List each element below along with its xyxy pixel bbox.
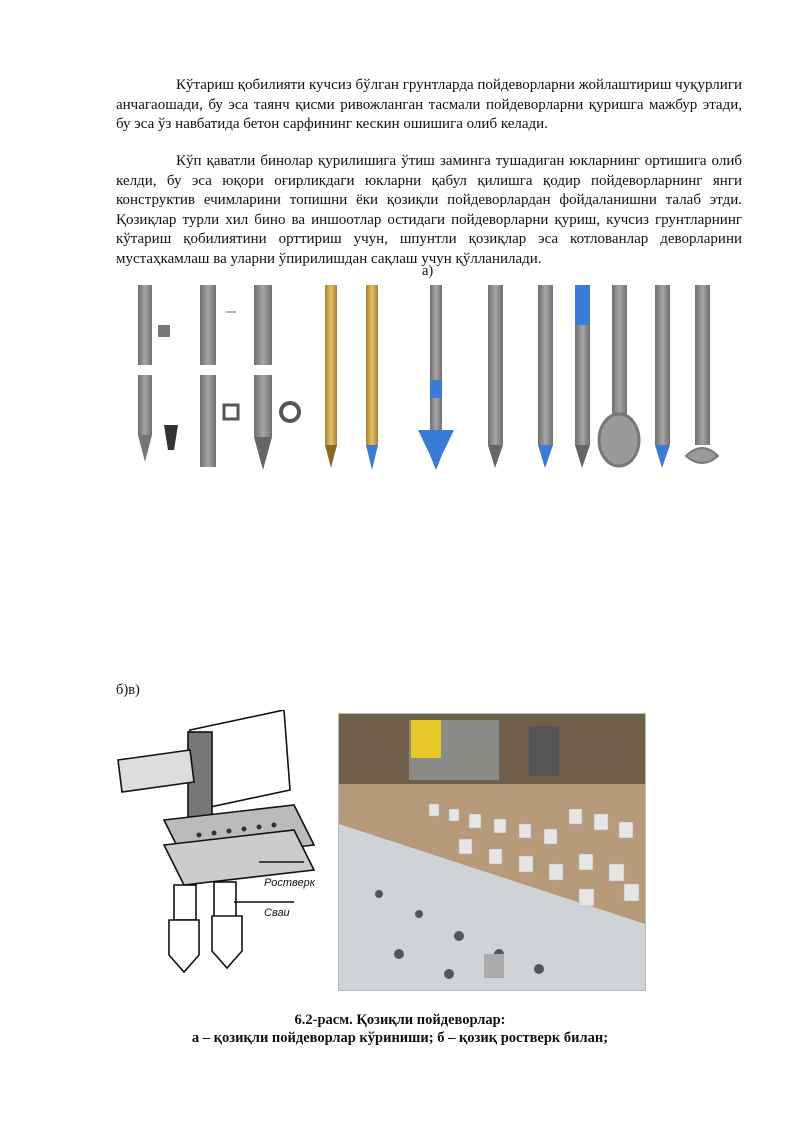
pile-large-5 xyxy=(686,285,718,463)
pile-large-2 xyxy=(538,285,553,468)
pile-1 xyxy=(138,285,178,462)
construction-site-photo xyxy=(338,713,646,991)
label-rostverk: Ростверк xyxy=(264,877,315,889)
pile-types-figure xyxy=(120,280,740,480)
figure-label-bv: б)в) xyxy=(116,682,140,698)
pile-large-3 xyxy=(575,285,590,468)
paragraph-2: Кўп қаватли бинолар қурилишига ўтиш заминга тушадиган юкларнинг ортишига олиб келди, бу эса юқори оғирликдаги юкларни қабул қилишга қодир пойдеворларнинг янги конструктив ечимларини топишни ёки қозиқли пойдеворлардан фойдаланишни талаб этди. Қозиқлар турли хил бино ва иншоотлар остидаги пойдеворларни қуриш, кучсиз грунтларнинг кўтариш қобилиятини орттириш учун, шпунтли қозиқлар эса котлованлар деворларини мустаҳкамлаш ва уларни ўпирилишдан сақлаш учун қўлланилади. xyxy=(116,153,742,267)
pile-large-1 xyxy=(488,285,503,468)
pile-wood-1 xyxy=(325,285,337,468)
caption-subtitle: а – қозиқли пойдеворлар кўриниши; б – қозиқ ростверк билан; xyxy=(191,1030,609,1046)
caption-title: 6.2-расм. Қозиқли пойдеворлар: xyxy=(294,1012,506,1028)
paragraph-1: Кўтариш қобилияти кучсиз бўлган грунтларда пойдеворларни жойлаштириш чуқурлиги анчагаошади, бу эса таянч қисми ривожланган тасмали пойдеворларни қуришга мажбур этади, бу эса ўз навбатида бетон сарфининг кескин ошишига олиб келади. xyxy=(116,77,742,133)
figure-label-a: а) xyxy=(422,263,434,279)
pile-large-4 xyxy=(655,285,670,468)
pile-2 xyxy=(200,285,238,467)
pile-bulb xyxy=(599,285,639,466)
pile-screw xyxy=(418,285,454,470)
pile-3 xyxy=(254,285,299,470)
pile-wood-2 xyxy=(366,285,378,470)
pile-grillage-drawing xyxy=(114,710,338,988)
label-svai: Сваи xyxy=(264,907,290,919)
